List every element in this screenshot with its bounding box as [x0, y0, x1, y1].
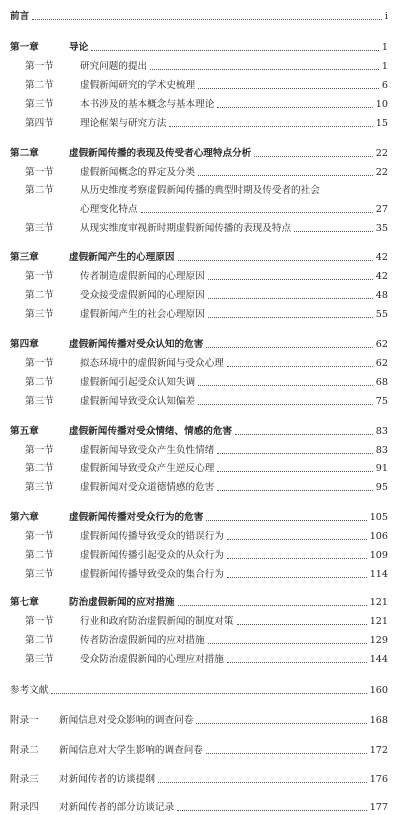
- toc-entry-chapter[interactable]: [0, 596, 400, 609]
- toc-title: 虚假新闻产生的社会心理原因: [80, 309, 205, 320]
- toc-page-number: 35: [375, 223, 388, 234]
- dot-leader: [227, 576, 367, 578]
- toc-title: 虚假新闻传播导致受众的错误行为: [80, 531, 224, 542]
- dot-leader: [177, 809, 367, 811]
- dot-leader: [178, 604, 367, 606]
- dot-leader: [227, 538, 367, 540]
- dot-leader: [206, 346, 372, 348]
- toc-page-number: 6: [381, 80, 388, 91]
- toc-number: 第三节: [25, 99, 54, 110]
- toc-title: 虚假新闻传播对受众情绪、情感的危害: [69, 426, 233, 437]
- dot-leader: [254, 155, 373, 157]
- toc-number: 第三章: [10, 252, 39, 263]
- toc-page-number: 105: [369, 512, 388, 523]
- toc-continuation: [0, 203, 400, 216]
- dot-leader: [141, 211, 373, 213]
- toc-entry-appendix[interactable]: [0, 801, 400, 814]
- dot-leader: [150, 68, 379, 70]
- toc-page-number: 109: [369, 550, 388, 561]
- dot-leader: [51, 692, 366, 694]
- toc-page-number: 121: [369, 616, 388, 627]
- toc-page-number: 83: [375, 445, 388, 456]
- toc-page-number: 1: [381, 61, 388, 72]
- toc-title: 虚假新闻研究的学术史梳理: [80, 80, 196, 91]
- dot-leader: [217, 489, 372, 491]
- toc-title: 虚假新闻产生的心理原因: [69, 252, 175, 263]
- toc-page-number: 55: [375, 309, 388, 320]
- dot-leader: [227, 365, 373, 367]
- toc-entry-sec[interactable]: [0, 444, 400, 457]
- toc-entry-sec[interactable]: [0, 60, 400, 73]
- dot-leader: [237, 623, 367, 625]
- toc-number: 第六章: [10, 512, 39, 523]
- toc-page-number: 106: [369, 531, 388, 542]
- toc-page-number: 121: [369, 597, 388, 608]
- toc-entry-preface[interactable]: [0, 10, 400, 23]
- toc-entry-sec[interactable]: [0, 222, 400, 235]
- toc-page-number: 42: [375, 271, 388, 282]
- dot-leader: [208, 278, 373, 280]
- toc-title: 虚假新闻传播导致受众的集合行为: [80, 569, 224, 580]
- dot-leader: [227, 661, 367, 663]
- dot-leader: [198, 174, 373, 176]
- dot-leader: [198, 384, 373, 386]
- toc-title: 受众防治虚假新闻的心理应对措施: [80, 654, 224, 665]
- toc-title: 传者制造虚假新闻的心理原因: [80, 271, 205, 282]
- toc-number: 第三节: [25, 309, 54, 320]
- toc-number: 第二节: [25, 463, 54, 474]
- toc-title: 行业和政府防治虚假新闻的制度对策: [80, 616, 234, 627]
- dot-leader: [198, 87, 379, 89]
- toc-entry-sec[interactable]: [0, 481, 400, 494]
- toc-page-number: 75: [375, 396, 388, 407]
- toc-title: 虚假新闻导致受众产生负性情绪: [80, 445, 215, 456]
- toc-page-number: 10: [375, 99, 388, 110]
- toc-title: 虚假新闻传播对受众认知的危害: [69, 339, 204, 350]
- toc-page-number: i: [384, 11, 388, 22]
- toc-page-number: 22: [375, 167, 388, 178]
- dot-leader: [178, 259, 373, 261]
- toc-title: 防治虚假新闻的应对措施: [69, 597, 175, 608]
- toc-page-number: 68: [375, 377, 388, 388]
- toc-title: 理论框架与研究方法: [80, 118, 167, 129]
- toc-number: 第二节: [25, 550, 54, 561]
- toc-title: 虚假新闻传播对受众行为的危害: [69, 512, 204, 523]
- toc-title: 从现实维度审视新时期虚假新闻传播的表现及特点: [80, 223, 292, 234]
- dot-leader: [217, 106, 372, 108]
- dot-leader: [206, 519, 366, 521]
- toc-page-number: 172: [369, 745, 388, 756]
- toc-number: 第二节: [25, 635, 54, 646]
- dot-leader: [208, 297, 373, 299]
- toc-entry-sec[interactable]: [0, 308, 400, 321]
- dot-leader: [32, 18, 382, 20]
- dot-leader: [196, 722, 366, 724]
- toc-entry-sec[interactable]: [0, 79, 400, 92]
- toc-entry-sec[interactable]: [0, 357, 400, 370]
- toc-title: 受众接受虚假新闻的心理原因: [80, 290, 205, 301]
- toc-page-number: 91: [375, 463, 388, 474]
- toc-title: 虚假新闻导致受众产生逆反心理: [80, 463, 215, 474]
- toc-entry-sec[interactable]: [0, 117, 400, 130]
- toc-page-number: 129: [369, 635, 388, 646]
- toc-entry-sec[interactable]: [0, 530, 400, 543]
- toc-page-number: 62: [375, 339, 388, 350]
- toc-number: 第四节: [25, 118, 54, 129]
- toc-title: 虚假新闻导致受众认知偏差: [80, 396, 196, 407]
- dot-leader: [208, 642, 367, 644]
- toc-number: 第一节: [25, 616, 54, 627]
- toc-entry-ref[interactable]: [0, 684, 400, 697]
- toc-title: 虚假新闻传播引起受众的从众行为: [80, 550, 224, 561]
- dot-leader: [294, 230, 373, 232]
- toc-entry-sec[interactable]: [0, 395, 400, 408]
- toc-title: 虚假新闻引起受众认知失调: [80, 377, 196, 388]
- toc-page-number: 1: [381, 42, 388, 53]
- toc-entry-sec[interactable]: [0, 98, 400, 111]
- toc-title: 虚假新闻对受众道德情感的危害: [80, 482, 215, 493]
- toc-entry-sec[interactable]: [0, 462, 400, 475]
- toc-number: 第五章: [10, 426, 39, 437]
- toc-title: 前言: [10, 11, 30, 22]
- toc-number: 第二节: [25, 290, 54, 301]
- toc-title: 本书涉及的基本概念与基本理论: [80, 99, 215, 110]
- dot-leader: [91, 49, 379, 51]
- toc-number: 第二节: [25, 80, 54, 91]
- toc-title: 导论: [69, 42, 89, 53]
- toc-entry-sec[interactable]: [0, 568, 400, 581]
- toc-entry-chapter[interactable]: [0, 147, 400, 160]
- toc-entry-sec[interactable]: [0, 615, 400, 628]
- toc-page-number: 83: [375, 426, 388, 437]
- toc-number: 第三节: [25, 223, 54, 234]
- dot-leader: [206, 752, 367, 754]
- toc-title: 对新闻传者的部分访谈记录: [59, 802, 175, 813]
- toc-number: 第三节: [25, 654, 54, 665]
- dot-leader: [169, 125, 372, 127]
- toc-entry-chapter[interactable]: [0, 251, 400, 264]
- toc-entry-chapter[interactable]: [0, 41, 400, 54]
- toc-entry-sec[interactable]: [0, 549, 400, 562]
- toc-title: 新闻信息对受众影响的调查问卷: [59, 715, 194, 726]
- toc-page-number: 42: [375, 252, 388, 263]
- toc-number: 第二节: [25, 377, 54, 388]
- toc-number: 附录三: [10, 774, 39, 785]
- toc-number: 第二章: [10, 148, 39, 159]
- toc-title: 从历史维度考察虚假新闻传播的典型时期及传受者的社会: [80, 185, 320, 196]
- toc-title: 传者防治虚假新闻的应对措施: [80, 635, 205, 646]
- toc-entry-appendix[interactable]: [0, 773, 400, 786]
- toc-number: 第一章: [10, 42, 39, 53]
- toc-title: 研究问题的提出: [80, 61, 148, 72]
- toc-entry-sec[interactable]: [0, 376, 400, 389]
- toc-number: 第一节: [25, 531, 54, 542]
- toc-entry-appendix[interactable]: [0, 714, 400, 727]
- dot-leader: [158, 781, 367, 783]
- toc-number: 第三节: [25, 482, 54, 493]
- toc-page-number: 62: [375, 358, 388, 369]
- toc-entry-sec[interactable]: [0, 166, 400, 179]
- toc-page-number: 176: [369, 774, 388, 785]
- toc-number: 第一节: [25, 271, 54, 282]
- toc-number: 第七章: [10, 597, 39, 608]
- toc-entry-sec[interactable]: [0, 634, 400, 647]
- toc-entry-chapter[interactable]: [0, 425, 400, 438]
- dot-leader: [198, 403, 373, 405]
- toc-title: 虚假新闻概念的界定及分类: [80, 167, 196, 178]
- toc-number: 第三节: [25, 396, 54, 407]
- toc-number: 附录四: [10, 802, 39, 813]
- toc-number: 第四章: [10, 339, 39, 350]
- toc-page-number: 95: [375, 482, 388, 493]
- toc-entry-sec[interactable]: [0, 289, 400, 302]
- toc-number: 第一节: [25, 167, 54, 178]
- toc-page-number: 114: [369, 569, 388, 580]
- toc-entry-chapter[interactable]: [0, 338, 400, 351]
- toc-number: 第一节: [25, 358, 54, 369]
- toc-entry-sec[interactable]: [0, 270, 400, 283]
- toc-page-number: 48: [375, 290, 388, 301]
- toc-page-number: 27: [375, 204, 388, 215]
- toc-title: 虚假新闻传播的表现及传受者心理特点分析: [69, 148, 252, 159]
- toc-title: 拟态环境中的虚假新闻与受众心理: [80, 358, 224, 369]
- toc-title: 对新闻传者的访谈提纲: [59, 774, 155, 785]
- toc-entry-sec[interactable]: [0, 184, 400, 197]
- toc-entry-appendix[interactable]: [0, 744, 400, 757]
- toc-page-number: 15: [375, 118, 388, 129]
- dot-leader: [235, 433, 373, 435]
- dot-leader: [217, 452, 372, 454]
- toc-page-number: 168: [369, 715, 388, 726]
- toc-number: 附录二: [10, 745, 39, 756]
- toc-number: 第三节: [25, 569, 54, 580]
- toc-number: 附录一: [10, 715, 39, 726]
- dot-leader: [227, 557, 367, 559]
- toc-title: 参考文献: [10, 685, 49, 696]
- toc-entry-chapter[interactable]: [0, 511, 400, 524]
- dot-leader: [217, 470, 372, 472]
- toc-title: 新闻信息对大学生影响的调查问卷: [59, 745, 203, 756]
- toc-number: 第一节: [25, 61, 54, 72]
- toc-page-number: 22: [375, 148, 388, 159]
- toc-page-number: 160: [369, 685, 388, 696]
- toc-page-number: 177: [369, 802, 388, 813]
- toc-number: 第一节: [25, 445, 54, 456]
- toc-page-number: 144: [369, 654, 388, 665]
- toc-entry-sec[interactable]: [0, 653, 400, 666]
- toc-title: 心理变化特点: [80, 204, 138, 215]
- dot-leader: [208, 316, 373, 318]
- toc-number: 第二节: [25, 185, 54, 196]
